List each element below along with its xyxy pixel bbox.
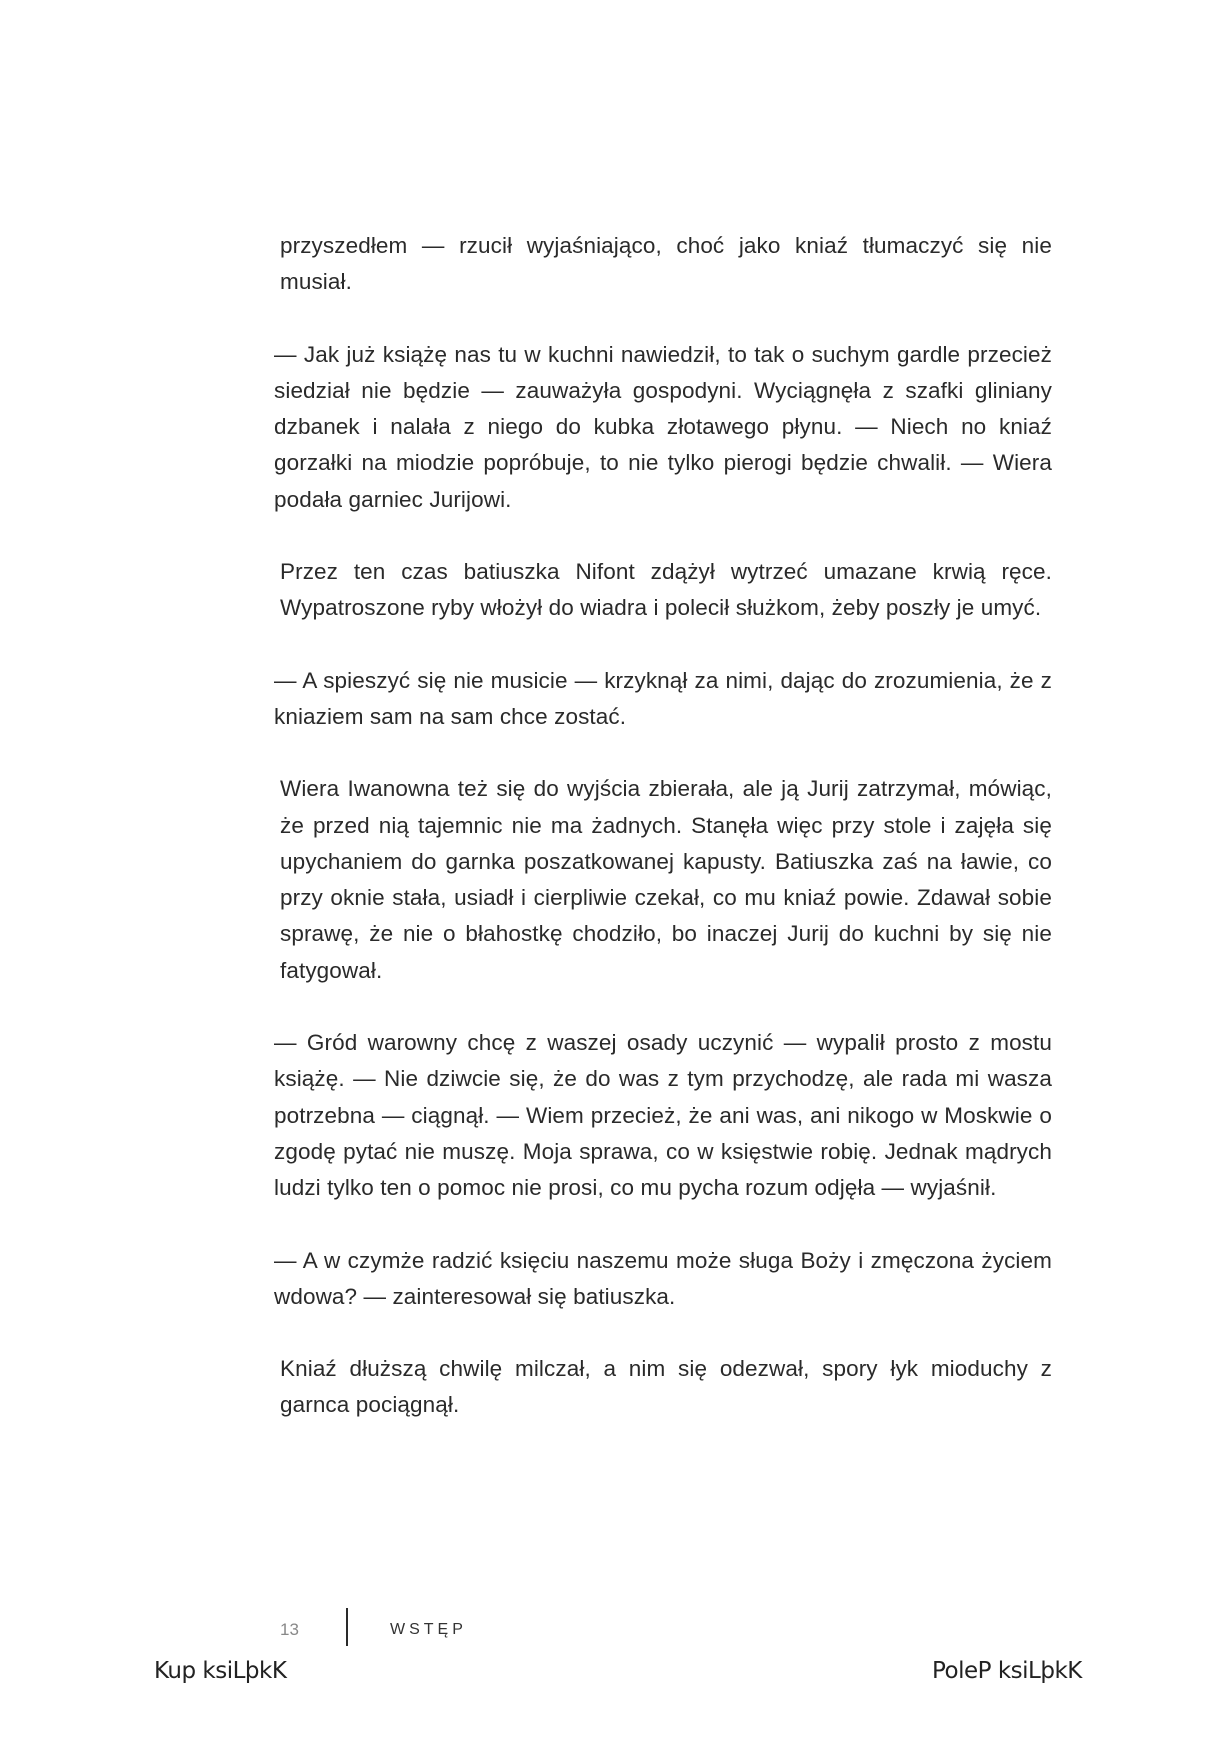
- paragraph-6: — Gród warowny chcę z waszej osady uczynić — wypalił prosto z mostu książę. — Nie dziwcie się, że do was z tym przychodzę, ale rada mi wasza potrzebna — ciągnął. — Wiem przecież, że ani was, ani nikogo w Moskwie o zgodę pytać nie muszę. Moja sprawa, co w księstwie robię. Jednak mądrych ludzi tylko ten o pomoc nie prosi, co mu pycha rozum odjęła — wyjaśnił.: [274, 1030, 1052, 1201]
- recommend-book-link[interactable]: PoleP ksiLþkK: [932, 1658, 1082, 1684]
- paragraph-4: — A spieszyć się nie musicie — krzyknął za nimi, dając do zrozumienia, że z kniaziem sam na sam chce zostać.: [274, 667, 1052, 729]
- footer-divider: [346, 1608, 348, 1646]
- page-body: [274, 228, 1052, 1460]
- page-footer: [280, 1608, 680, 1648]
- section-label: WSTĘP: [390, 1621, 467, 1638]
- paragraph-7: — A w czymże radzić księciu naszemu może sługa Boży i zmęczona życiem wdowa? — zainteresował się batiuszka.: [274, 1247, 1052, 1309]
- paragraph-1: przyszedłem — rzucił wyjaśniająco, choć jako kniaź tłumaczyć się nie musiał.: [280, 233, 1052, 295]
- paragraph-5: Wiera Iwanowna też się do wyjścia zbierała, ale ją Jurij zatrzymał, mówiąc, że przed nią tajemnic nie ma żadnych. Stanęła więc przy stole i zajęła się upychaniem do garnka poszatkowanej kapusty. Batiuszka zaś na ławie, co przy oknie stała, usiadł i cierpliwie czekał, co mu kniaź powie. Zdawał sobie sprawę, że nie o błahostkę chodziło, bo inaczej Jurij do kuchni by się nie fatygował.: [280, 776, 1052, 983]
- paragraph-8: Kniaź dłuższą chwilę milczał, a nim się odezwał, spory łyk mioduchy z garnca pociągnął.: [280, 1356, 1052, 1418]
- buy-book-link[interactable]: Kup ksiLþkK: [154, 1658, 287, 1684]
- paragraph-2: — Jak już książę nas tu w kuchni nawiedził, to tak o suchym gardle przecież siedział nie będzie — zauważyła gospodyni. Wyciągnęła z szafki gliniany dzbanek i nalała z niego do kubka złotawego płynu. — Niech no kniaź gorzałki na miodzie popróbuje, to nie tylko pierogi będzie chwalił. — Wiera podała garniec Jurijowi.: [274, 341, 1052, 512]
- page-number: 13: [280, 1620, 299, 1639]
- paragraph-3: Przez ten czas batiuszka Nifont zdążył wytrzeć umazane krwią ręce. Wypatroszone ryby włożył do wiadra i polecił służkom, żeby poszły je umyć.: [280, 559, 1052, 621]
